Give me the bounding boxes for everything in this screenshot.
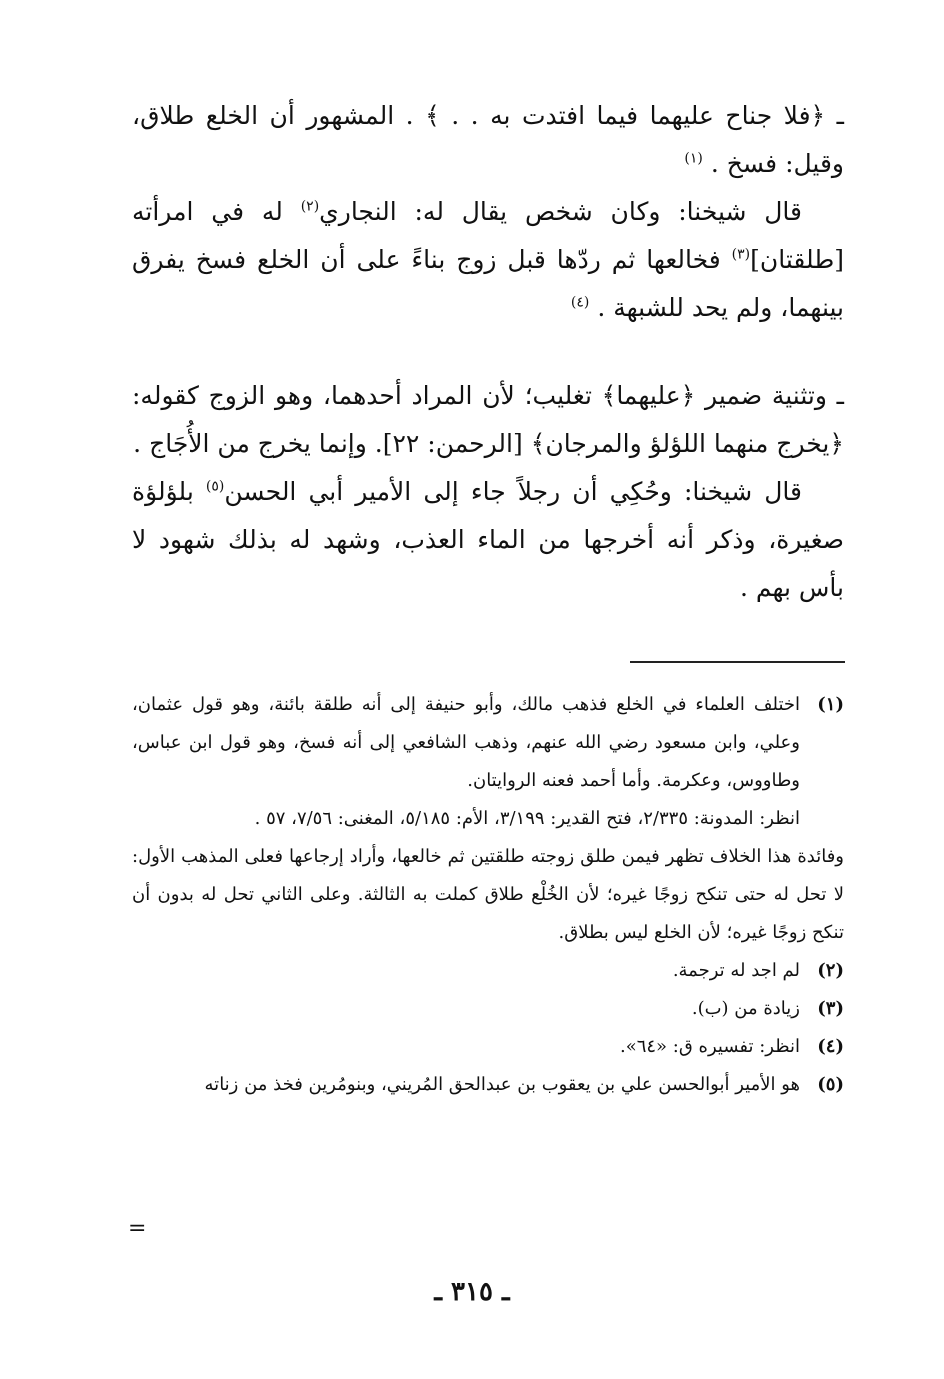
page-number: ـ ٣١٥ ـ [434,1277,510,1307]
main-text [132,92,844,612]
footnote-number: (٢) [817,960,844,981]
paragraph-3: ـ وتثنية ضمير ﴿عليهما﴾ تغليب؛ لأن المراد أحدهما، وهو الزوج كقوله: ﴿يخرج منهما اللؤلؤ والمرجان﴾ [الرحمن: ٢٢]. وإنما يخرج من الأُجَاج . [132,381,844,458]
footnote-5 [132,1066,844,1104]
footnote-body [132,686,800,838]
paragraph-4-text-b: بلؤلؤة صغيرة، وذكر أنه أخرجها من الماء العذب، وشهد له بذلك شهود لا بأس بهم . [132,477,844,602]
footnote-number: (٥) [817,1074,844,1095]
footnote-4 [132,1028,844,1066]
footnote-number: (٤) [817,1036,844,1057]
footnote-text: هو الأمير أبوالحسن علي بن يعقوب بن عبدالحق المُريني، وبنومُرين فخذ من زناته [204,1074,800,1095]
paragraph-1-text: ـ ﴿فلا جناح عليهما فيما افتدت به . . ﴾ . المشهور أن الخلع طلاق، وقيل: فسخ . [132,101,844,178]
paragraph-2-text-a: قال شيخنا: وكان شخص يقال له: النجاري [319,197,803,226]
footnotes [132,686,844,1104]
footnote-ref-4: (٤) [570,294,590,311]
footnote-text: اختلف العلماء في الخلع فذهب مالك، وأبو حنيفة إلى أنه طلقة بائنة، وهو قول عثمان، وعلي، وابن مسعود رضي الله عنهم، وذهب الشافعي إلى أنه فسخ، وهو قول ابن عباس، وطاووس، وعكرمة. وأما أحمد فعنه الروايتان. [132,694,800,791]
paragraph-2-text-c: فخالعها ثم ردّها قبل زوج بناءً على أن الخلع فسخ يفرق بينهما، ولم يحد للشبهة . [132,245,844,322]
footnote-number: (١) [817,694,844,715]
paragraph-4 [132,468,844,612]
footnote-3 [132,990,844,1028]
footnote-ref-2: (٢) [300,198,320,215]
paragraph-2 [132,188,844,332]
paragraph-2-text-b: له في امرأته [طلقتان] [132,197,844,274]
paragraph-1 [132,92,844,188]
footnote-text: انظر: تفسيره ق: «٦٤». [619,1036,800,1057]
footnote-1-continuation: وفائدة هذا الخلاف تظهر فيمن طلق زوجته طلقتين ثم خالعها، وأراد إرجاعها فعلى المذهب الأول: لا تحل له حتى تنكح زوجًا غيره؛ لأن الخُلْع طلاق كملت به الثالثة. وعلى الثاني تحل له بدون أن تنكح زوجًا غيره؛ لأن الخلع ليس بطلاق. [132,846,844,943]
footnote-text: لم اجد له ترجمة. [672,960,800,981]
footnote-1 [132,686,844,838]
footnote-ref-1: (١) [684,150,703,167]
paragraph-gap [132,332,844,372]
footnote-separator [630,661,845,663]
continuation-marker: = [128,1216,147,1241]
paragraph-4-text-a: قال شيخنا: وحُكِي أن رجلاً جاء إلى الأمير أبي الحسن [224,477,802,506]
footnote-text: زيادة من (ب). [691,998,800,1019]
footnote-number: (٣) [817,998,844,1019]
footnote-ref-3: (٣) [731,246,751,263]
footnote-ref-5: (٥) [205,478,225,495]
footnote-reference-list: انظر: المدونة: ٢/٣٣٥، فتح القدير: ٣/١٩٩، الأم: ٥/١٨٥، المغنى: ٧/٥٦، ٥٧ . [254,808,800,829]
footnote-2 [132,952,844,990]
